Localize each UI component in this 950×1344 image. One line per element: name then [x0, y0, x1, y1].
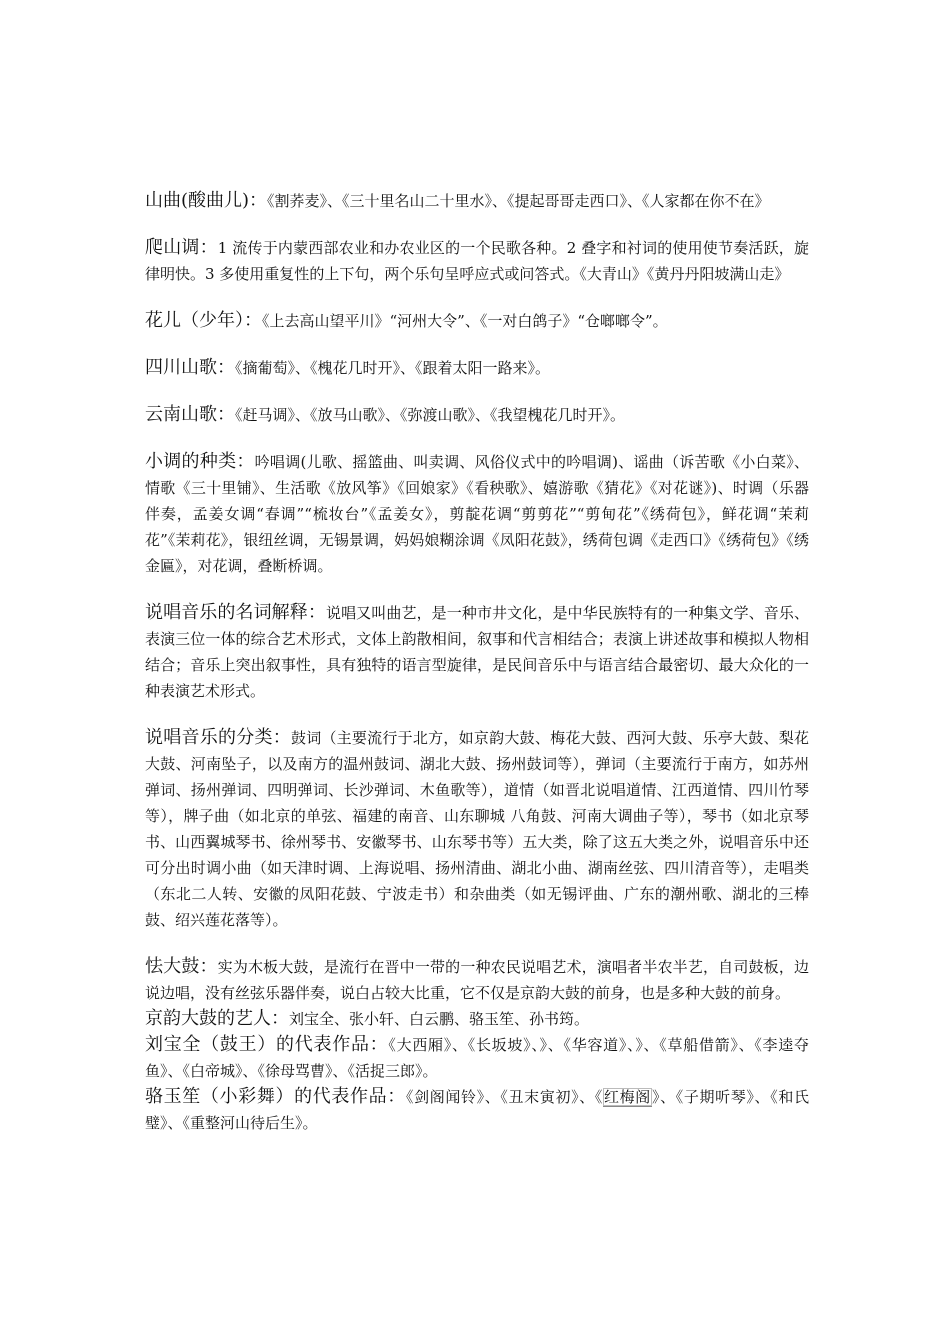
paragraph-shuochang-classification	[145, 725, 809, 933]
term-label: 云南山歌：	[145, 404, 235, 425]
paragraph-body: 《摘葡萄》、《槐花几时开》、《跟着太阳一路来》。	[235, 359, 551, 377]
paragraph-jingyun-artists	[145, 1006, 809, 1032]
paragraph-body: 鼓词（主要流行于北方，如京韵大鼓、梅花大鼓、西河大鼓、乐亭大鼓、梨花大鼓、河南坠子，以及南方的温州鼓词、湖北大鼓、扬州鼓词等），弹词（主要流行于南方，如苏州弹词、扬州弹词、四明弹词、长沙弹词、木鱼歌等），道情（如晋北说唱道情、江西道情、四川竹琴等），牌子曲（如北京的单弦、福建的南音、山东聊城 八角鼓、河南大调曲子等），琴书（如北京琴书、山西翼城琴书、徐州琴书、安徽琴书、山东琴书等）五大类，除了这五大类之外，说唱音乐中还可分出时调小曲（如天津时调、上海说唱、扬州清曲、湖北小曲、湖南丝弦、四川清音等），走唱类（东北二人转、安徽的凤阳花鼓、宁波走书）和杂曲类（如无锡评曲、广东的潮州歌、湖北的三棒鼓、绍兴莲花落等）。	[145, 729, 809, 929]
term-label: 花儿（少年）：	[145, 310, 262, 331]
term-label: 怯大鼓：	[145, 956, 218, 977]
paragraph-shuochang-definition	[145, 600, 809, 704]
document-page	[145, 188, 809, 1136]
paragraph-liubaoquan-works	[145, 1032, 809, 1084]
term-label: 骆玉笙（小彩舞）的代表作品：	[145, 1086, 406, 1107]
paragraph-xiaodiao-types	[145, 449, 809, 579]
paragraph-body: 《大西厢》、《长坂坡》、》、《华容道》、》、《草船借箭》、《李逵夺鱼》、《白帝城》、《徐母骂曹》、《活捉三郎》。	[145, 1036, 809, 1080]
paragraph-body: 《赶马调》、《放马山歌》、《弥渡山歌》、《我望槐花几时开》。	[235, 406, 626, 424]
paragraph-body: 1 流传于内蒙西部农业和办农业区的一个民歌各种。2 叠字和衬词的使用使节奏活跃，旋律明快。3 多使用重复性的上下句，两个乐句呈呼应式或问答式。《大青山》《黄丹丹阳坡满山走》	[145, 239, 809, 283]
term-label: 小调的种类：	[145, 451, 255, 472]
term-label: 说唱音乐的分类：	[145, 727, 291, 748]
paragraph-body: 《割荞麦》、《三十里名山二十里水》、《提起哥哥走西口》、《人家都在你不在》	[267, 192, 770, 210]
term-label: 山曲(酸曲儿)：	[145, 190, 268, 211]
paragraph-pashandiao	[145, 235, 809, 287]
term-label: 京韵大鼓的艺人：	[145, 1008, 289, 1029]
paragraph-luoyusheng-works	[145, 1084, 809, 1136]
paragraph-huaer	[145, 308, 809, 334]
paragraph-body: 刘宝全、张小轩、白云鹏、骆玉笙、孙书筠。	[289, 1010, 590, 1028]
paragraph-body-before: 《剑阁闻铃》、《丑末寅初》、《	[405, 1088, 604, 1106]
paragraph-sichuan-shange	[145, 355, 809, 381]
term-label: 四川山歌：	[145, 357, 235, 378]
term-label: 爬山调：	[145, 237, 218, 258]
paragraph-shanqu	[145, 188, 809, 214]
paragraph-body: 吟唱调(儿歌、摇篮曲、叫卖调、风俗仪式中的吟唱调)、谣曲（诉苦歌《小白菜》、情歌《三十里铺》、生活歌《放风筝》《回娘家》《看秧歌》、嬉游歌《猜花》《对花谜》)、时调（乐器伴奏，孟姜女调“春调”“梳妆台”《孟姜女》，剪靛花调“剪剪花”“剪甸花”《绣荷包》，鲜花调“茉莉花”《茉莉花》，银纽丝调，无锡景调，妈妈娘糊涂调《凤阳花鼓》，绣荷包调《走西口》《绣荷包》《绣金匾》，对花调，叠断桥调。	[145, 453, 810, 575]
paragraph-body-after: 》、《子期听琴》、《和氏璧》、《重整河山待后生》。	[145, 1088, 809, 1132]
paragraph-body: 说唱又叫曲艺，是一种市井文化，是中华民族特有的一种集文学、音乐、表演三位一体的综合艺术形式，文体上韵散相间，叙事和代言相结合；表演上讲述故事和模拟人物相结合；音乐上突出叙事性，具有独特的语言型旋律，是民间音乐中与语言结合最密切、最大众化的一种表演艺术形式。	[145, 604, 810, 700]
paragraph-yunnan-shange	[145, 402, 809, 428]
term-label: 说唱音乐的名词解释：	[145, 602, 326, 623]
term-label: 刘宝全（鼓王）的代表作品：	[145, 1034, 389, 1055]
paragraph-body: 《上去高山望平川》“河州大令”、《一对白鸽子》“仓啷啷令”。	[262, 312, 668, 330]
paragraph-qiedagu	[145, 954, 809, 1006]
paragraph-body: 实为木板大鼓，是流行在晋中一带的一种农民说唱艺术，演唱者半农半艺，自司鼓板，边说边唱，没有丝弦乐器伴奏，说白占较大比重，它不仅是京韵大鼓的前身，也是多种大鼓的前身。	[145, 958, 809, 1002]
highlighted-title: 红梅阁	[604, 1088, 651, 1106]
